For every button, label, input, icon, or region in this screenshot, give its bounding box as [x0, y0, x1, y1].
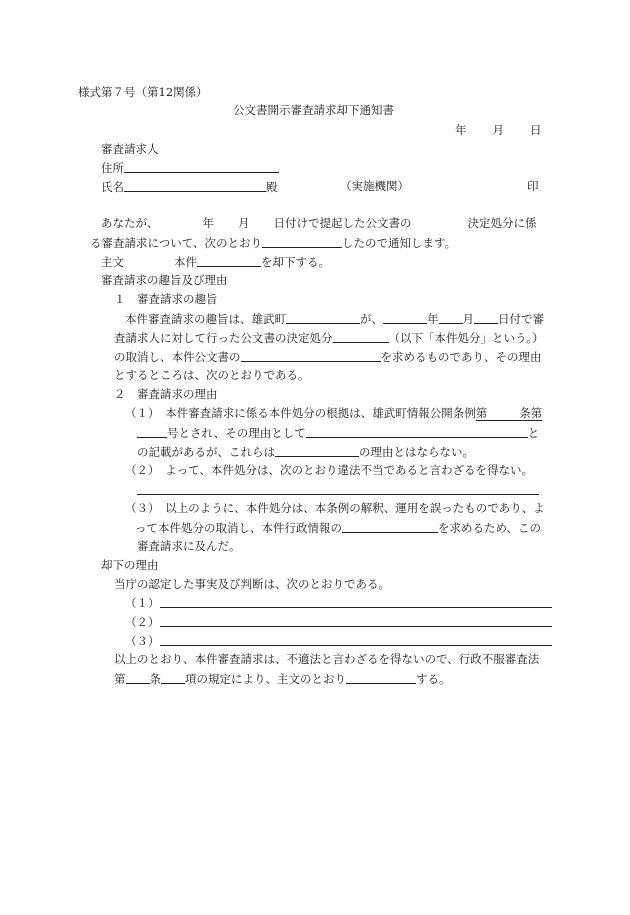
date-line	[455, 123, 542, 138]
list-blank-3[interactable]	[160, 633, 552, 646]
item2-heading: ２ 審査請求の理由	[114, 387, 218, 401]
p1-line-4: とするところは、次のとおりである。	[114, 368, 310, 382]
p1-l1-a: 本件審査請求の趣旨は、雄武町	[125, 312, 286, 326]
list-blank-2[interactable]	[160, 614, 552, 627]
dismissal-item-2	[125, 614, 552, 630]
list-label-3: （３）	[125, 634, 160, 648]
p1-l1-blank3[interactable]	[439, 311, 463, 324]
list-label-1: （１）	[125, 596, 160, 610]
dismissal-intro: 当庁の認定した事実及び判断は、次のとおりである。	[114, 577, 390, 591]
intro2-blank[interactable]	[262, 235, 342, 248]
intro-text-d: 日付けで提起した公文書の	[273, 216, 412, 230]
conclusion-blank2[interactable]	[161, 671, 185, 684]
form-number: 様式第７号（第12関係）	[78, 85, 208, 99]
intro-month: 月	[238, 216, 250, 230]
p1-l1-blank1[interactable]	[286, 311, 360, 324]
r1-l3-b: の理由とはならない。	[359, 445, 474, 459]
intro2-text-b: したので通知します。	[342, 236, 457, 250]
main-blank[interactable]	[197, 254, 261, 267]
r3-l2-a: って本件処分の取消し、本件行政情報の	[135, 521, 342, 535]
main-text-line	[101, 254, 330, 270]
main-label: 主文	[101, 255, 124, 269]
p1-l1-year: 年	[427, 312, 439, 326]
r1-line-3	[137, 444, 474, 460]
p1-l2-blank[interactable]	[333, 330, 389, 343]
list-label-2: （２）	[125, 615, 160, 629]
conclusion-line-1: 以上のとおり、本件審査請求は、不適法と言わざるを得ないので、行政不服審査法	[114, 652, 540, 666]
seal-mark: 印	[527, 179, 539, 193]
r3-l2-b: を求めるため、この	[438, 521, 542, 535]
intro-line-2	[90, 235, 456, 251]
address-label: 住所	[101, 161, 124, 175]
p1-l1-blank4[interactable]	[474, 311, 498, 324]
name-line	[101, 179, 278, 195]
p1-l2-b: （以下「本件処分」という。）	[388, 331, 544, 345]
dismissal-heading: 却下の理由	[101, 558, 159, 572]
p1-l2-a: 査請求人に対して行った公文書の決定処分	[114, 331, 333, 345]
main-text-a: 本件	[174, 255, 197, 269]
r1-l2-blank2[interactable]	[306, 425, 528, 438]
r1-l1-article: 第 条第	[475, 406, 543, 420]
list-blank-1[interactable]	[160, 595, 552, 608]
p1-line-3	[114, 349, 542, 365]
conclusion-line-2	[114, 671, 451, 687]
dismissal-item-3	[125, 633, 552, 649]
p1-l1-blank2[interactable]	[383, 311, 427, 324]
intro-line-1	[101, 216, 537, 231]
p1-l1-month: 月	[462, 312, 474, 326]
p1-line-2	[114, 330, 544, 346]
conclusion-article: 第	[114, 672, 126, 686]
date-year: 年	[455, 123, 467, 137]
r1-l2-blank1[interactable]	[137, 425, 167, 438]
agency-label: （実施機関）	[340, 179, 409, 193]
r3-line-1: （３） 以上のように、本件処分は、本条例の解釈、運用を誤ったものであり、よ	[125, 501, 545, 515]
address-line	[101, 160, 279, 176]
intro-text-e: 決定処分に係	[467, 216, 537, 230]
item1-heading: １ 審査請求の趣旨	[114, 292, 218, 306]
r3-l2-blank[interactable]	[342, 520, 438, 533]
p1-l1-e: 日付で審	[498, 312, 544, 326]
r1-l1-a: （１） 本件審査請求に係る本件処分の根拠は、雄武町情報公開条例	[125, 406, 476, 420]
requester-heading: 審査請求人	[101, 142, 159, 156]
r1-line-1	[125, 406, 542, 421]
p1-line-1	[125, 311, 544, 327]
address-blank[interactable]	[124, 160, 279, 173]
conclusion-blank1[interactable]	[126, 671, 150, 684]
r2-fill-line[interactable]	[137, 494, 539, 495]
r1-line-2	[137, 425, 539, 441]
p1-l3-a: の取消し、本件公文書の	[114, 350, 241, 364]
intro-text-a: あなたが、	[101, 216, 159, 230]
p1-l3-b: を求めるものであり、その理由	[380, 350, 542, 364]
conclusion-blank3[interactable]	[346, 671, 416, 684]
name-label: 氏名	[101, 180, 124, 194]
main-text-b: を却下する。	[261, 255, 330, 269]
conclusion-text-c: 項の規定により、主文のとおり	[185, 672, 346, 686]
summary-heading: 審査請求の趣旨及び理由	[101, 273, 228, 287]
date-day: 日	[530, 123, 542, 137]
document-title: 公文書開示審査請求却下通知書	[233, 103, 394, 117]
intro-year: 年	[202, 216, 214, 230]
p1-l1-b: が、	[360, 312, 383, 326]
r3-line-2	[135, 520, 541, 536]
honorific: 殿	[266, 180, 278, 194]
r1-l2-b: と	[527, 426, 540, 440]
conclusion-section: 条	[149, 672, 161, 686]
p1-l3-blank[interactable]	[241, 349, 381, 362]
r1-l3-a: の記載があるが、これらは	[137, 445, 275, 459]
date-month: 月	[492, 123, 504, 137]
r1-l3-blank[interactable]	[275, 444, 359, 457]
r1-l2-a: 号とされ、その理由として	[167, 426, 306, 440]
dismissal-item-1	[125, 595, 552, 611]
name-blank[interactable]	[124, 179, 266, 192]
r3-line-3: 審査請求に及んだ。	[137, 539, 241, 553]
conclusion-text-d: する。	[416, 672, 451, 686]
intro2-text-a: る審査請求について、次のとおり	[90, 236, 263, 250]
r2-line: （２） よって、本件処分は、次のとおり違法不当であると言わざるを得ない。	[125, 463, 534, 477]
